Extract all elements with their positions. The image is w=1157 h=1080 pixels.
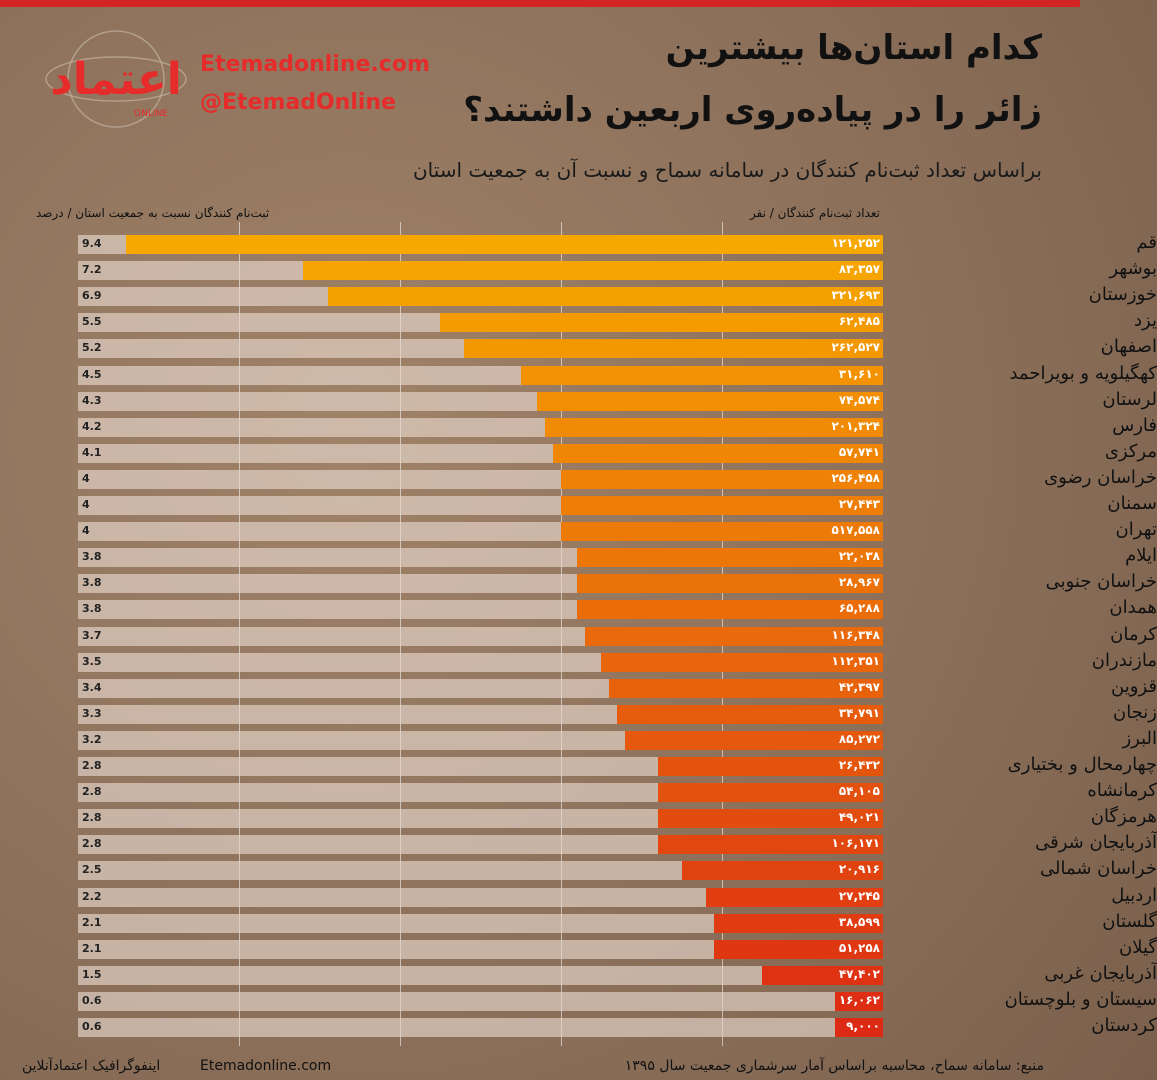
registrations-label: ۳۲۱,۶۹۳ <box>831 288 880 303</box>
logo-text: اعتماد <box>50 54 182 105</box>
chart-row: ۲۷,۲۴۵ 2.2 اردبیل <box>0 888 1080 910</box>
etemad-logo <box>36 24 196 134</box>
registrations-label: ۳۴,۷۹۱ <box>838 705 880 720</box>
bar <box>553 444 883 463</box>
bar-track <box>78 1018 883 1037</box>
registrations-label: ۴۲,۳۹۷ <box>838 679 880 694</box>
bar <box>577 600 883 619</box>
page-subtitle: براساس تعداد ثبت‌نام کنندگان در سامانه سماح و نسبت آن به جمعیت استان <box>412 158 1042 182</box>
ratio-label: 1.5 <box>82 967 102 981</box>
ratio-axis-label: ثبت‌نام کنندگان نسبت به جمعیت استان / درصد <box>36 206 270 220</box>
registrations-label: ۲۲,۰۳۸ <box>838 549 880 564</box>
chart-row: ۵۱۷,۵۵۸ 4 تهران <box>0 522 1080 544</box>
chart-row: ۴۲,۳۹۷ 3.4 قزوین <box>0 679 1080 701</box>
registrations-label: ۱۱۲,۳۵۱ <box>831 653 880 668</box>
registrations-label: ۶۲,۴۸۵ <box>838 314 880 329</box>
registrations-label: ۸۵,۲۷۲ <box>838 731 880 746</box>
registrations-label: ۳۱,۶۱۰ <box>838 366 880 381</box>
ratio-label: 3.8 <box>82 576 102 590</box>
bar <box>440 313 883 332</box>
ratio-label: 3.8 <box>82 602 102 616</box>
bar <box>303 261 883 280</box>
ratio-label: 4.5 <box>82 367 102 381</box>
ratio-label: 3.7 <box>82 628 102 642</box>
ratio-label: 2.5 <box>82 863 102 877</box>
bar <box>577 574 883 593</box>
registrations-label: ۲۸,۹۶۷ <box>838 575 880 590</box>
ratio-label: 4.1 <box>82 445 102 459</box>
bar <box>521 366 883 385</box>
registrations-axis-label: تعداد ثبت‌نام کنندگان / نفر <box>749 206 880 220</box>
registrations-label: ۵۷,۷۴۱ <box>838 444 880 459</box>
ratio-label: 5.2 <box>82 341 102 355</box>
registrations-label: ۵۱,۲۵۸ <box>838 940 880 955</box>
chart-row: ۶۵,۲۸۸ 3.8 همدان <box>0 600 1080 622</box>
ratio-label: 9.4 <box>82 237 102 250</box>
ratio-label: 6.9 <box>82 289 102 303</box>
ratio-label: 4 <box>82 524 90 538</box>
registrations-label: ۱۶,۰۶۲ <box>838 992 880 1007</box>
bar <box>328 287 883 306</box>
registrations-label: ۲۵۶,۴۵۸ <box>831 470 880 485</box>
chart-row: ۶۲,۴۸۵ 5.5 یزد <box>0 313 1080 335</box>
bar <box>126 235 883 254</box>
ratio-label: 3.5 <box>82 654 102 668</box>
page-title-line2: زائر را در پیاده‌روی اربعین داشتند؟ <box>463 90 1042 130</box>
chart-row: ۳۲۱,۶۹۳ 6.9 خوزستان <box>0 287 1080 309</box>
registrations-label: ۸۳,۳۵۷ <box>838 262 880 277</box>
chart-row: ۲۰,۹۱۶ 2.5 خراسان شمالی <box>0 861 1080 883</box>
registrations-label: ۳۸,۵۹۹ <box>838 914 880 929</box>
source-note: منبع: سامانه سماح، محاسبه براساس آمار سرشماری جمعیت سال ۱۳۹۵ <box>624 1058 1044 1074</box>
chart-row: ۴۷,۴۰۲ 1.5 آذربایجان غربی <box>0 966 1080 988</box>
logo-sub: ONLINE <box>134 109 168 119</box>
registrations-label: ۶۵,۲۸۸ <box>838 601 880 616</box>
chart-row: ۸۳,۳۵۷ 7.2 بوشهر <box>0 261 1080 283</box>
ratio-label: 3.8 <box>82 550 102 564</box>
ratio-label: 4 <box>82 471 90 485</box>
chart-row: ۸۵,۲۷۲ 3.2 البرز <box>0 731 1080 753</box>
chart-row: ۴۹,۰۲۱ 2.8 هرمزگان <box>0 809 1080 831</box>
chart-row: ۲۰۱,۳۲۴ 4.2 فارس <box>0 418 1080 440</box>
bar <box>577 548 883 567</box>
registrations-label: ۲۷,۴۴۳ <box>838 497 880 511</box>
chart-row: ۲۲,۰۳۸ 3.8 ایلام <box>0 548 1080 570</box>
ratio-label: 0.6 <box>82 1020 102 1033</box>
footer-credit: اینفوگرافیک اعتمادآنلاین <box>22 1058 161 1074</box>
bar <box>464 339 883 358</box>
chart-row: ۲۷,۴۴۳ 4 سمنان <box>0 496 1080 518</box>
ratio-label: 2.8 <box>82 759 102 772</box>
site-url: Etemadonline.com <box>200 52 430 77</box>
ratio-label: 4 <box>82 498 90 511</box>
chart-row: ۷۴,۵۷۴ 4.3 لرستان <box>0 392 1080 414</box>
ratio-label: 2.2 <box>82 889 102 903</box>
chart-row: ۲۶,۴۳۲ 2.8 چهارمحال و بختیاری <box>0 757 1080 779</box>
registrations-label: ۹,۰۰۰ <box>846 1019 880 1033</box>
registrations-label: ۱۰۶,۱۷۱ <box>831 836 880 851</box>
chart-row: ۲۵۶,۴۵۸ 4 خراسان رضوی <box>0 470 1080 492</box>
footer-site: Etemadonline.com <box>200 1058 332 1074</box>
registrations-label: ۲۰۱,۳۲۴ <box>831 418 880 433</box>
top-accent-bar <box>0 0 1080 7</box>
chart-row: ۳۴,۷۹۱ 3.3 زنجان <box>0 705 1080 727</box>
chart-row: ۱۰۶,۱۷۱ 2.8 آذربایجان شرقی <box>0 835 1080 857</box>
registrations-label: ۷۴,۵۷۴ <box>838 392 880 407</box>
ratio-label: 4.3 <box>82 393 102 407</box>
ratio-label: 2.1 <box>82 915 102 929</box>
chart-row: ۵۱,۲۵۸ 2.1 گیلان <box>0 940 1080 962</box>
chart-row: ۵۴,۱۰۵ 2.8 کرمانشاه <box>0 783 1080 805</box>
chart-row: ۳۱,۶۱۰ 4.5 کهگیلویه و بویراحمد <box>0 366 1080 388</box>
chart-row: ۹,۰۰۰ 0.6 کردستان <box>0 1018 1080 1040</box>
ratio-label: 2.8 <box>82 811 102 825</box>
ratio-label: 5.5 <box>82 315 102 329</box>
ratio-label: 2.8 <box>82 837 102 851</box>
registrations-label: ۲۶,۴۳۲ <box>838 758 880 772</box>
chart-row: ۱۶,۰۶۲ 0.6 سیستان و بلوچستان <box>0 992 1080 1014</box>
registrations-label: ۲۰,۹۱۶ <box>838 862 880 877</box>
ratio-label: 4.2 <box>82 419 102 433</box>
ratio-label: 2.1 <box>82 941 102 955</box>
chart-row: ۱۱۲,۳۵۱ 3.5 مازندران <box>0 653 1080 675</box>
registrations-label: ۴۷,۴۰۲ <box>838 966 880 981</box>
bar-track <box>78 992 883 1011</box>
chart-row: ۲۶۲,۵۲۷ 5.2 اصفهان <box>0 339 1080 361</box>
registrations-label: ۲۶۲,۵۲۷ <box>831 340 880 355</box>
ratio-label: 0.6 <box>82 993 102 1007</box>
registrations-label: ۴۹,۰۲۱ <box>838 810 880 825</box>
ratio-label: 7.2 <box>82 263 102 277</box>
chart-row: ۱۱۶,۳۴۸ 3.7 کرمان <box>0 627 1080 649</box>
page-title-line1: کدام استان‌ها بیشترین <box>665 28 1042 68</box>
ratio-label: 3.4 <box>82 680 102 694</box>
chart-row: ۳۸,۵۹۹ 2.1 گلستان <box>0 914 1080 936</box>
bar <box>537 392 883 411</box>
ratio-label: 3.3 <box>82 706 102 720</box>
registrations-label: ۱۱۶,۳۴۸ <box>831 627 880 642</box>
chart-row: ۵۷,۷۴۱ 4.1 مرکزی <box>0 444 1080 466</box>
bar <box>561 496 883 515</box>
chart-row: ۱۲۱,۲۵۲ 9.4 قم <box>0 235 1080 257</box>
chart-row: ۲۸,۹۶۷ 3.8 خراسان جنوبی <box>0 574 1080 596</box>
social-handle: @EtemadOnline <box>200 90 397 115</box>
registrations-label: ۵۱۷,۵۵۸ <box>831 523 880 538</box>
registrations-label: ۱۲۱,۲۵۲ <box>831 236 880 250</box>
registrations-label: ۲۷,۲۴۵ <box>838 888 880 903</box>
ratio-label: 3.2 <box>82 732 102 746</box>
registrations-label: ۵۴,۱۰۵ <box>838 784 880 799</box>
ratio-label: 2.8 <box>82 785 102 799</box>
